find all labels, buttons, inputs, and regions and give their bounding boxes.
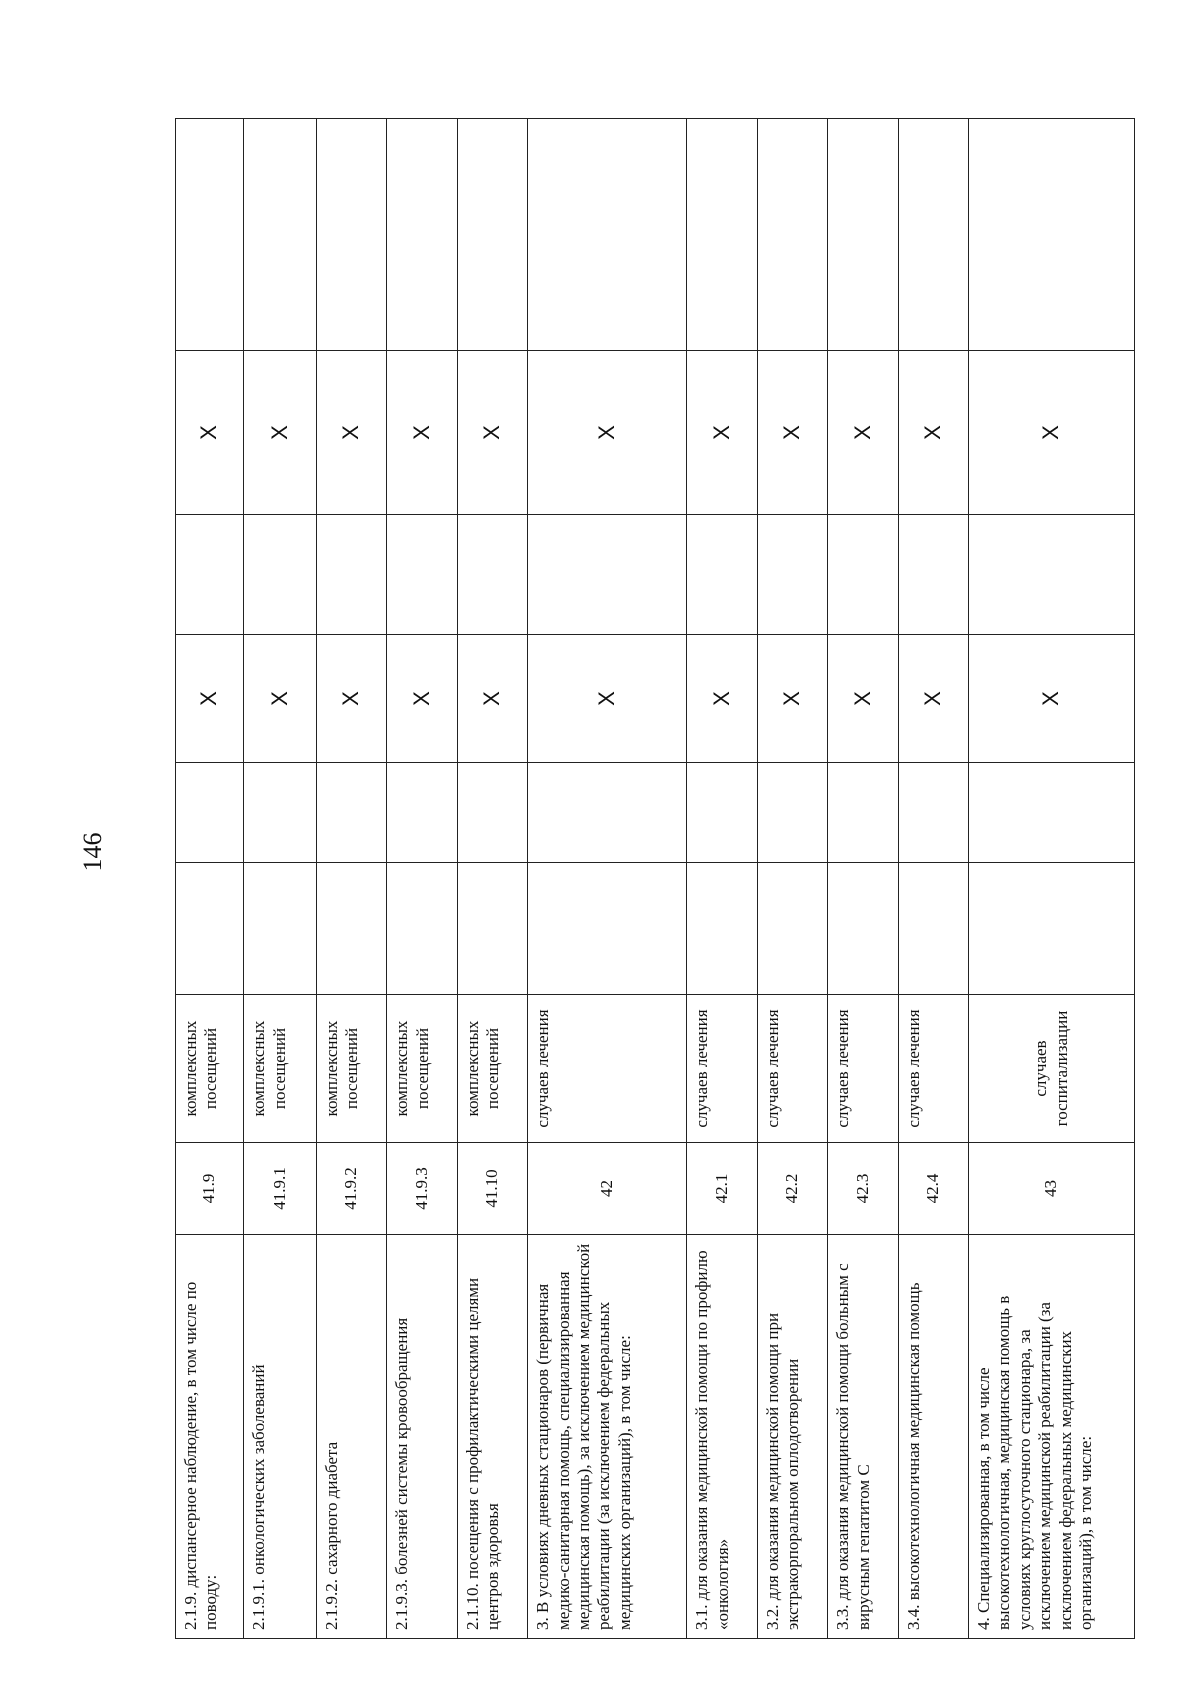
table-row	[528, 119, 687, 1639]
empty-cell	[898, 515, 968, 635]
empty-cell	[457, 863, 527, 995]
table-row	[244, 119, 317, 1639]
row-unit-cell: комплексных посещений	[387, 995, 457, 1143]
row-code-cell: 42.3	[828, 1143, 898, 1235]
x-mark-cell: X	[316, 635, 386, 763]
empty-cell	[457, 119, 527, 351]
empty-cell	[687, 515, 757, 635]
empty-cell	[828, 119, 898, 351]
x-mark-cell: X	[528, 351, 687, 515]
row-name-cell: 2.1.9.2. сахарного диабета	[316, 1235, 386, 1639]
empty-cell	[457, 515, 527, 635]
empty-cell	[528, 515, 687, 635]
empty-cell	[387, 119, 457, 351]
row-unit-cell: комплексных посещений	[176, 995, 244, 1143]
empty-cell	[898, 763, 968, 863]
empty-cell	[387, 863, 457, 995]
row-unit-cell: случаев лечения	[528, 995, 687, 1143]
row-name-cell: 3.1. для оказания медицинской помощи по профилю «онкология»	[687, 1235, 757, 1639]
row-name-cell: 2.1.9. диспансерное наблюдение, в том числе по поводу:	[176, 1235, 244, 1639]
empty-cell	[316, 119, 386, 351]
table-row	[898, 119, 968, 1639]
empty-cell	[969, 763, 1135, 863]
table-body	[176, 119, 1135, 1639]
x-mark-cell: X	[176, 351, 244, 515]
row-unit-cell: комплексных посещений	[457, 995, 527, 1143]
empty-cell	[969, 515, 1135, 635]
empty-cell	[757, 763, 827, 863]
empty-cell	[387, 515, 457, 635]
x-mark-cell: X	[387, 635, 457, 763]
empty-cell	[316, 515, 386, 635]
empty-cell	[176, 515, 244, 635]
empty-cell	[898, 119, 968, 351]
empty-cell	[687, 763, 757, 863]
row-unit-cell: комплексных посещений	[316, 995, 386, 1143]
row-code-cell: 41.9.3	[387, 1143, 457, 1235]
x-mark-cell: X	[457, 635, 527, 763]
x-mark-cell: X	[828, 351, 898, 515]
empty-cell	[969, 863, 1135, 995]
table-row	[757, 119, 827, 1639]
empty-cell	[457, 763, 527, 863]
table-row	[687, 119, 757, 1639]
data-table-container	[175, 119, 1135, 1639]
row-unit-cell: случаев лечения	[757, 995, 827, 1143]
row-name-cell: 2.1.10. посещения с профилактическими целями центров здоровья	[457, 1235, 527, 1639]
empty-cell	[528, 119, 687, 351]
empty-cell	[244, 763, 317, 863]
row-name-cell: 3.2. для оказания медицинской помощи при экстракорпоральном оплодотворении	[757, 1235, 827, 1639]
x-mark-cell: X	[244, 351, 317, 515]
row-code-cell: 41.9.1	[244, 1143, 317, 1235]
x-mark-cell: X	[757, 635, 827, 763]
empty-cell	[176, 763, 244, 863]
table-row	[316, 119, 386, 1639]
table-row	[969, 119, 1135, 1639]
empty-cell	[244, 515, 317, 635]
x-mark-cell: X	[387, 351, 457, 515]
row-code-cell: 43	[969, 1143, 1135, 1235]
empty-cell	[316, 863, 386, 995]
empty-cell	[244, 119, 317, 351]
x-mark-cell: X	[457, 351, 527, 515]
row-unit-cell: случаев лечения	[687, 995, 757, 1143]
row-unit-cell: случаев лечения	[828, 995, 898, 1143]
row-name-cell: 4. Специализированная, в том числе высокотехнологичная, медицинская помощь в условиях круглосуточного стационара, за исключением медицинской реабилитации (за исключением федеральных медицинских организаций), в том числе:	[969, 1235, 1135, 1639]
row-name-cell: 3.3. для оказания медицинской помощи больным с вирусным гепатитом С	[828, 1235, 898, 1639]
x-mark-cell: X	[244, 635, 317, 763]
row-code-cell: 42	[528, 1143, 687, 1235]
empty-cell	[757, 119, 827, 351]
empty-cell	[898, 863, 968, 995]
page-number: 146	[78, 832, 107, 872]
row-code-cell: 41.9.2	[316, 1143, 386, 1235]
row-unit-cell: случаев лечения	[898, 995, 968, 1143]
empty-cell	[528, 863, 687, 995]
row-code-cell: 42.1	[687, 1143, 757, 1235]
row-code-cell: 42.4	[898, 1143, 968, 1235]
row-unit-cell: комплексных посещений	[244, 995, 317, 1143]
empty-cell	[828, 863, 898, 995]
x-mark-cell: X	[528, 635, 687, 763]
empty-cell	[969, 119, 1135, 351]
row-name-cell: 3. В условиях дневных стационаров (первичная медико-санитарная помощь, специализированная медицинская помощь), за исключением медицинской реабилитации (за исключением федеральных медицинских организаций), в том числе:	[528, 1235, 687, 1639]
row-name-cell: 3.4. высокотехнологичная медицинская помощь	[898, 1235, 968, 1639]
x-mark-cell: X	[176, 635, 244, 763]
row-code-cell: 41.9	[176, 1143, 244, 1235]
empty-cell	[757, 863, 827, 995]
x-mark-cell: X	[898, 351, 968, 515]
row-name-cell: 2.1.9.1. онкологических заболеваний	[244, 1235, 317, 1639]
row-code-cell: 42.2	[757, 1143, 827, 1235]
row-code-cell: 41.10	[457, 1143, 527, 1235]
empty-cell	[687, 863, 757, 995]
data-table	[175, 118, 1135, 1639]
x-mark-cell: X	[828, 635, 898, 763]
table-row	[457, 119, 527, 1639]
empty-cell	[528, 763, 687, 863]
x-mark-cell: X	[969, 635, 1135, 763]
empty-cell	[387, 763, 457, 863]
empty-cell	[176, 863, 244, 995]
x-mark-cell: X	[898, 635, 968, 763]
x-mark-cell: X	[687, 351, 757, 515]
empty-cell	[828, 515, 898, 635]
x-mark-cell: X	[687, 635, 757, 763]
empty-cell	[687, 119, 757, 351]
x-mark-cell: X	[969, 351, 1135, 515]
row-name-cell: 2.1.9.3. болезней системы кровообращения	[387, 1235, 457, 1639]
empty-cell	[828, 763, 898, 863]
x-mark-cell: X	[316, 351, 386, 515]
table-row	[828, 119, 898, 1639]
row-unit-cell: случаев госпитализации	[969, 995, 1135, 1143]
empty-cell	[244, 863, 317, 995]
x-mark-cell: X	[757, 351, 827, 515]
empty-cell	[757, 515, 827, 635]
empty-cell	[316, 763, 386, 863]
table-row	[387, 119, 457, 1639]
table-row	[176, 119, 244, 1639]
empty-cell	[176, 119, 244, 351]
